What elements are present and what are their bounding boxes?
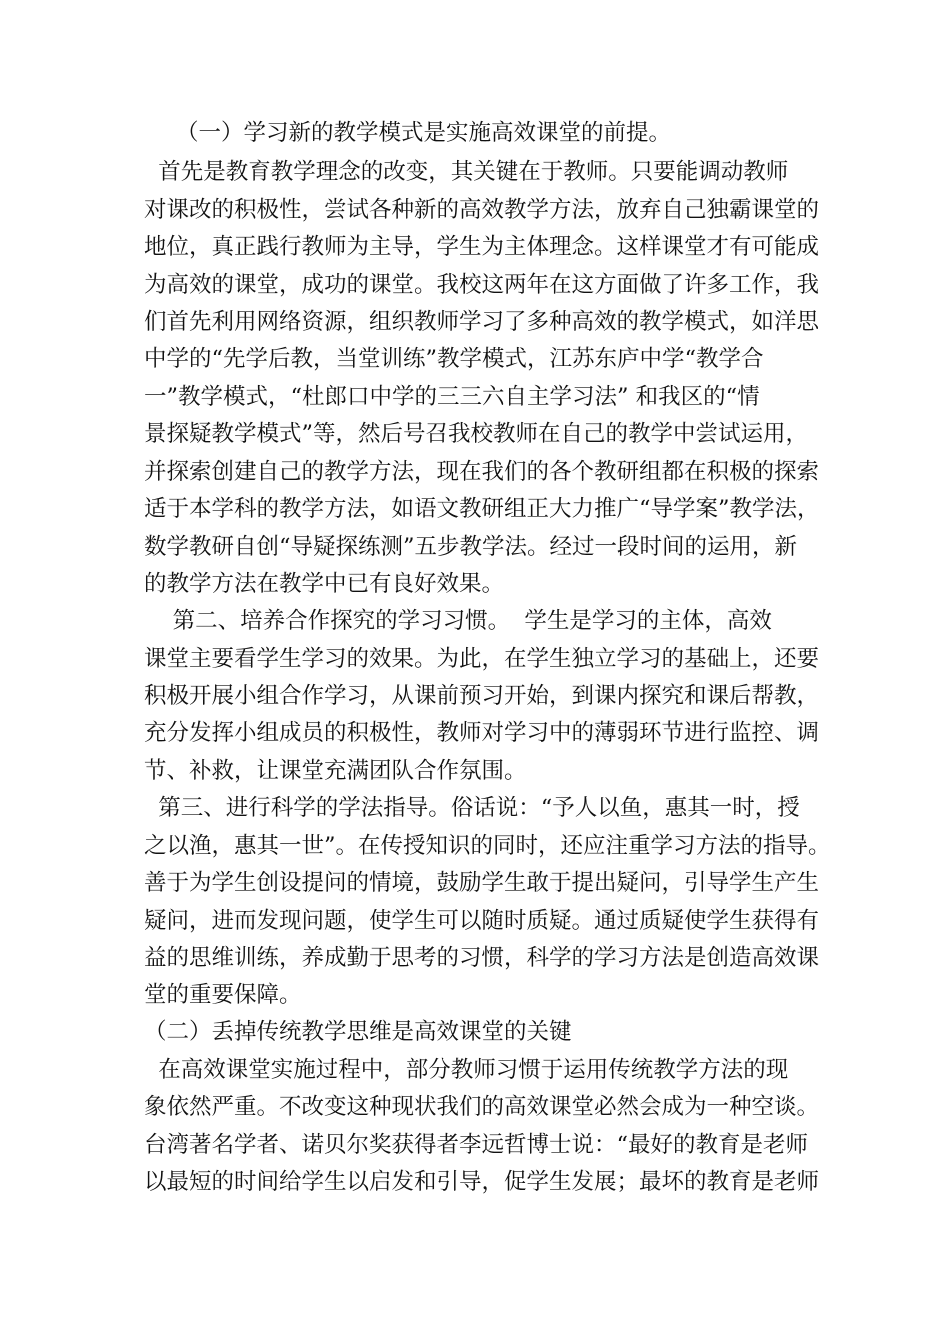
paragraph-line: 节、补救，让课堂充满团队合作氛围。 [144, 758, 527, 784]
paragraph-line: 景探疑教学模式”等，然后号召我校教师在自己的教学中尝试运用， [144, 421, 809, 447]
paragraph-line: 一”教学模式，“杜郎口中学的三三六自主学习法” 和我区的“情 [144, 384, 760, 410]
paragraph-line: 中学的“先学后教，当堂训练”教学模式，江苏东庐中学“教学合 [144, 346, 764, 372]
paragraph-line: 的教学方法在教学中已有良好效果。 [144, 571, 505, 597]
paragraph-line: 台湾著名学者、诺贝尔奖获得者李远哲博士说：“最好的教育是老师 [144, 1132, 809, 1158]
section-heading-1: （一）学习新的教学模式是实施高效课堂的前提。 [176, 120, 672, 146]
paragraph-line: 充分发挥小组成员的积极性，教师对学习中的薄弱环节进行监控、调 [144, 720, 820, 746]
paragraph-line: 对课改的积极性，尝试各种新的高效教学方法，放弃自己独霸课堂的 [144, 197, 820, 223]
paragraph-line: 以最短的时间给学生以启发和引导，促学生发展；最坏的教育是老师 [144, 1169, 820, 1195]
paragraph-line: 积极开展小组合作学习，从课前预习开始，到课内探究和课后帮教， [144, 683, 820, 709]
paragraph-line: 数学教研自创“导疑探练测”五步教学法。经过一段时间的运用，新 [144, 534, 798, 560]
paragraph-line: 课堂主要看学生学习的效果。为此，在学生独立学习的基础上，还要 [144, 646, 820, 672]
paragraph-line: 地位，真正践行教师为主导，学生为主体理念。这样课堂才有可能成 [144, 234, 820, 260]
paragraph-line: 堂的重要保障。 [144, 982, 302, 1008]
paragraph-line: 在高效课堂实施过程中，部分教师习惯于运用传统教学方法的现 [144, 1057, 789, 1083]
paragraph-line: 首先是教育教学理念的改变，其关键在于教师。只要能调动教师 [144, 159, 789, 185]
paragraph-line: 第二、培养合作探究的学习习惯。 学生是学习的主体，高效 [144, 608, 772, 634]
section-heading-2: （二）丢掉传统教学思维是高效课堂的关键 [144, 1019, 572, 1045]
paragraph-line: 象依然严重。不改变这种现状我们的高效课堂必然会成为一种空谈。 [144, 1094, 820, 1120]
paragraph-line: 为高效的课堂，成功的课堂。我校这两年在这方面做了许多工作，我 [144, 272, 820, 298]
paragraph-line: 疑问，进而发现问题，使学生可以随时质疑。通过质疑使学生获得有 [144, 908, 820, 934]
paragraph-line: 并探索创建自己的教学方法，现在我们的各个教研组都在积极的探索 [144, 459, 820, 485]
paragraph-line: 第三、进行科学的学法指导。俗话说：“予人以鱼，惠其一时，授 [144, 795, 800, 821]
paragraph-line: 善于为学生创设提问的情境，鼓励学生敢于提出疑问，引导学生产生 [144, 870, 820, 896]
paragraph-line: 益的思维训练，养成勤于思考的习惯，科学的学习方法是创造高效课 [144, 945, 820, 971]
paragraph-line: 们首先利用网络资源，组织教师学习了多种高效的教学模式，如洋思 [144, 309, 820, 335]
paragraph-line: 之以渔，惠其一世”。在传授知识的同时，还应注重学习方法的指导。 [144, 833, 831, 859]
paragraph-line: 适于本学科的教学方法，如语文教研组正大力推广“导学案”教学法， [144, 496, 820, 522]
